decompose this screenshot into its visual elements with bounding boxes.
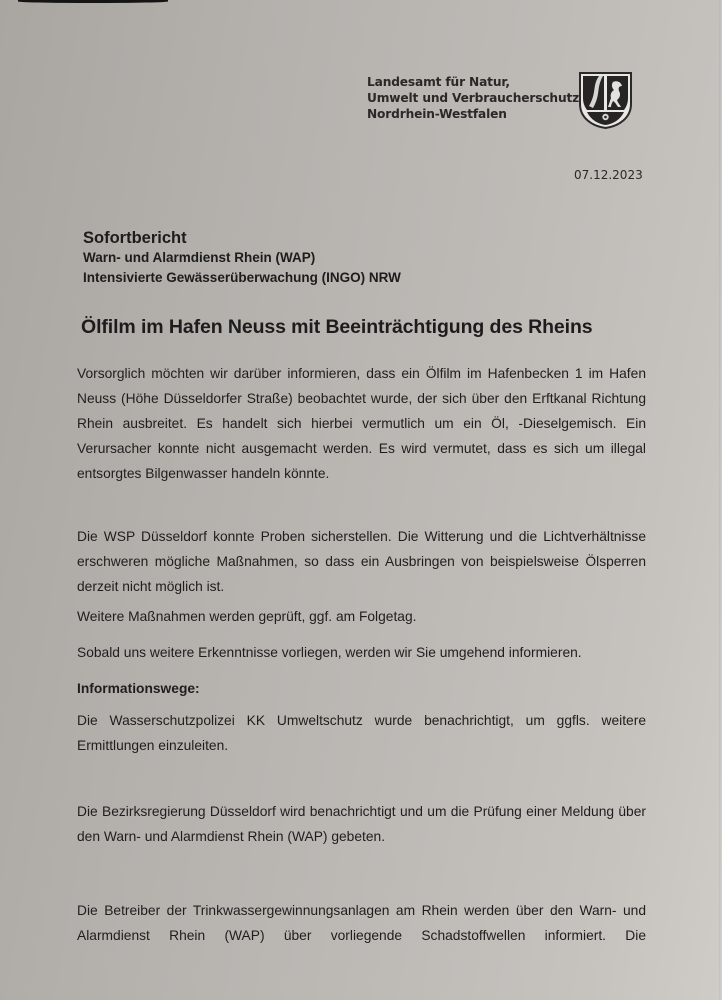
body-paragraph: Die WSP Düsseldorf konnte Proben sicherstellen. Die Witterung und die Lichtverhältnisse erschweren mögliche Maßnahmen, so dass ein Ausbringen von beispielsweise Ölsperren derzeit nicht möglich ist. [77, 529, 646, 594]
body-paragraph: Vorsorglich möchten wir darüber informieren, dass ein Ölfilm im Hafenbecken 1 im Hafen Neuss (Höhe Düsseldorfer Straße) beobachtet wurde, der sich über den Erftkanal Richtung Rhein ausbreitet. Es handelt sich hierbei vermutlich um ein Öl, -Dieselgemisch. Ein Verursacher konnte nicht ausgemacht werden. Es wird vermutet, dass es sich um illegal entsorgtes Bilgenwasser handeln könnte. [77, 366, 646, 481]
report-type: Sofortbericht [83, 229, 187, 247]
report-heading [83, 228, 401, 288]
document-title: Ölfilm im Hafen Neuss mit Beeinträchtigung des Rheins [81, 316, 593, 338]
program-name: Intensivierte Gewässerüberwachung (INGO) NRW [83, 270, 401, 285]
section-heading: Informationswege: [77, 681, 200, 696]
agency-line: Umwelt und Verbraucherschutz [367, 91, 580, 105]
agency-line: Nordrhein-Westfalen [367, 107, 507, 121]
agency-name [367, 74, 579, 122]
body-paragraph: Sobald uns weitere Erkenntnisse vorliegen, werden wir Sie umgehend informieren. [77, 645, 582, 660]
agency-line: Landesamt für Natur, [367, 75, 510, 89]
body-paragraph: Weitere Maßnahmen werden geprüft, ggf. am Folgetag. [77, 609, 417, 624]
service-name: Warn- und Alarmdienst Rhein (WAP) [83, 250, 316, 265]
info-paragraph: Die Bezirksregierung Düsseldorf wird benachrichtigt und um die Prüfung einer Meldung über den Warn- und Alarmdienst Rhein (WAP) gebeten. [77, 804, 646, 844]
info-paragraph: Die Wasserschutzpolizei KK Umweltschutz wurde benachrichtigt, um ggfls. weitere Ermittlungen einzuleiten. [77, 713, 646, 753]
document-date: 07.12.2023 [574, 168, 643, 182]
nrw-coat-of-arms-icon [577, 70, 634, 130]
info-paragraph: Die Betreiber der Trinkwassergewinnungsanlagen am Rhein werden über den Warn- und Alarmdienst Rhein (WAP) über vorliegende Schadstoffwellen informiert. Die [77, 903, 646, 943]
